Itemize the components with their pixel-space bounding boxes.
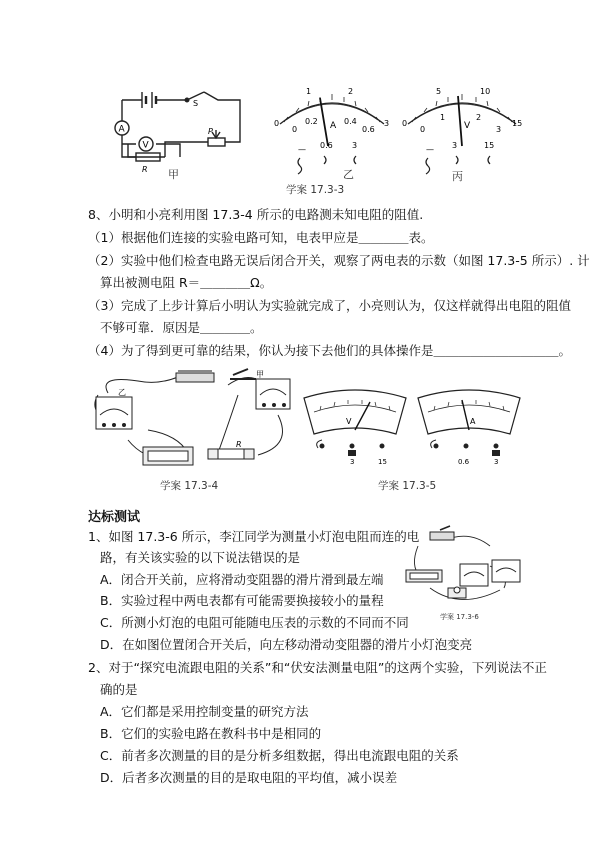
mid-meter-label-yi: 乙 [118,388,126,397]
q8-stem: 8、小明和小亮利用图 17.3-4 所示的电路测未知电阻的阻值. [88,207,424,222]
q8-part3-line2: 不够可靠．原因是＿＿＿＿。 [100,320,263,335]
q8-part1: （1）根据他们连接的实验电路可知，电表甲应是＿＿＿＿表。 [88,230,434,245]
figure-caption-17-3-6: 学案 17.3-6 [440,613,479,621]
mid-volt-terminal-3: 3 [350,458,355,466]
q2-option-d: D．后者多次测量的目的是取电阻的平均值，减小误差 [100,770,398,785]
switch-label: S [193,99,199,108]
ammeter-dial [272,84,392,174]
mid-amp-unit: A [470,417,476,426]
ammeter-symbol-label: A [118,124,125,135]
voltmeter-bottom-2: 2 [476,113,482,122]
mid-volt-terminal-15: 15 [378,458,387,466]
voltmeter-bottom-0: 0 [420,125,426,134]
physical-circuit-drawing [88,365,298,475]
mid-resistor-label: R [236,440,242,449]
q1-stem-line1: 1、如图 17.3-6 所示，李江同学为测量小灯泡电阻而连的电 [88,529,420,544]
q8-part3-line1: （3）完成了上步计算后小明认为实验就完成了，小亮则认为，仅这样就得出电阻的阻值 [88,298,571,313]
mid-volt-unit: V [346,417,352,426]
ammeter-outer-left: 0 [274,119,280,128]
ammeter-outer-right: 3 [384,119,390,128]
mid-meter-label-jia: 甲 [256,370,264,379]
voltmeter-symbol-label: V [142,140,149,151]
q2-option-c: C．前者多次测量的目的是分析多组数据，得出电流跟电阻的关系 [100,748,459,763]
meter-readings-ammeter [414,388,524,466]
ammeter-terminal-3: 3 [352,141,358,150]
voltmeter-terminal-3: 3 [452,141,458,150]
voltmeter-dial [400,84,525,174]
q1-option-a: A．闭合开关前，应将滑动变阻器的滑片滑到最左端 [100,572,384,587]
ammeter-top-1: 1 [306,87,312,96]
ammeter-bottom-02: 0.2 [305,117,318,126]
voltmeter-terminal-15: 15 [484,141,495,150]
q1-option-b: B．实验过程中两电表都有可能需要换接较小的量程 [100,593,384,608]
ammeter-terminal-06: 0.6 [320,141,333,150]
voltmeter-bottom-1: 1 [440,113,446,122]
q8-part2-line1: （2）实验中他们检查电路无误后闭合开关，观察了两电表的示数（如图 17.3-5 所示）. 计 [88,253,590,268]
ammeter-bottom-0: 0 [292,125,298,134]
ammeter-bottom-04: 0.4 [344,117,357,126]
figure-caption-17-3-3: 学案 17.3-3 [286,184,345,196]
voltmeter-unit: V [464,121,471,131]
rheostat-label: P [208,127,213,136]
voltmeter-top-10: 10 [480,87,491,96]
q1-option-c: C．所测小灯泡的电阻可能随电压表的示数的不同而不同 [100,615,409,630]
ammeter-terminal-neg: — [298,145,306,154]
lamp-circuit-drawing [400,526,525,610]
meter-readings-voltmeter [300,388,410,466]
section-title: 达标测试 [88,510,141,525]
fig-label-jia: 甲 [168,168,179,181]
q1-stem-line2: 路，有关该实验的以下说法错误的是 [100,550,301,565]
voltmeter-outer-right: 15 [512,119,523,128]
voltmeter-bottom-3: 3 [496,125,502,134]
fig-label-bing: 丙 [452,170,463,183]
q8-part2-line2: 算出被测电阻 R＝＿＿＿＿Ω。 [100,275,273,290]
resistor-label: R [142,165,148,174]
q8-part4: （4）为了得到更可靠的结果，你认为接下去他们的具体操作是＿＿＿＿＿＿＿＿＿＿。 [88,343,571,358]
q2-stem-line1: 2、对于“探究电流跟电阻的关系”和“伏安法测量电阻”的这两个实验，下列说法不正 [88,660,547,675]
q2-option-b: B．它们的实验电路在教科书中是相同的 [100,726,322,741]
q2-option-a: A．它们都是采用控制变量的研究方法 [100,704,309,719]
voltmeter-terminal-neg: — [426,145,434,154]
voltmeter-outer-left: 0 [402,119,408,128]
q1-option-d: D．在如图位置闭合开关后，向左移动滑动变阻器的滑片小灯泡变亮 [100,637,473,652]
ammeter-top-2: 2 [348,87,354,96]
fig-label-yi: 乙 [343,168,354,181]
voltmeter-top-5: 5 [436,87,442,96]
q2-stem-line2: 确的是 [100,682,138,697]
ammeter-bottom-06: 0.6 [362,125,375,134]
figure-caption-17-3-4: 学案 17.3-4 [160,480,219,492]
mid-amp-terminal-06: 0.6 [458,458,470,466]
ammeter-unit: A [330,121,337,131]
figure-caption-17-3-5: 学案 17.3-5 [378,480,437,492]
mid-amp-terminal-3: 3 [494,458,499,466]
